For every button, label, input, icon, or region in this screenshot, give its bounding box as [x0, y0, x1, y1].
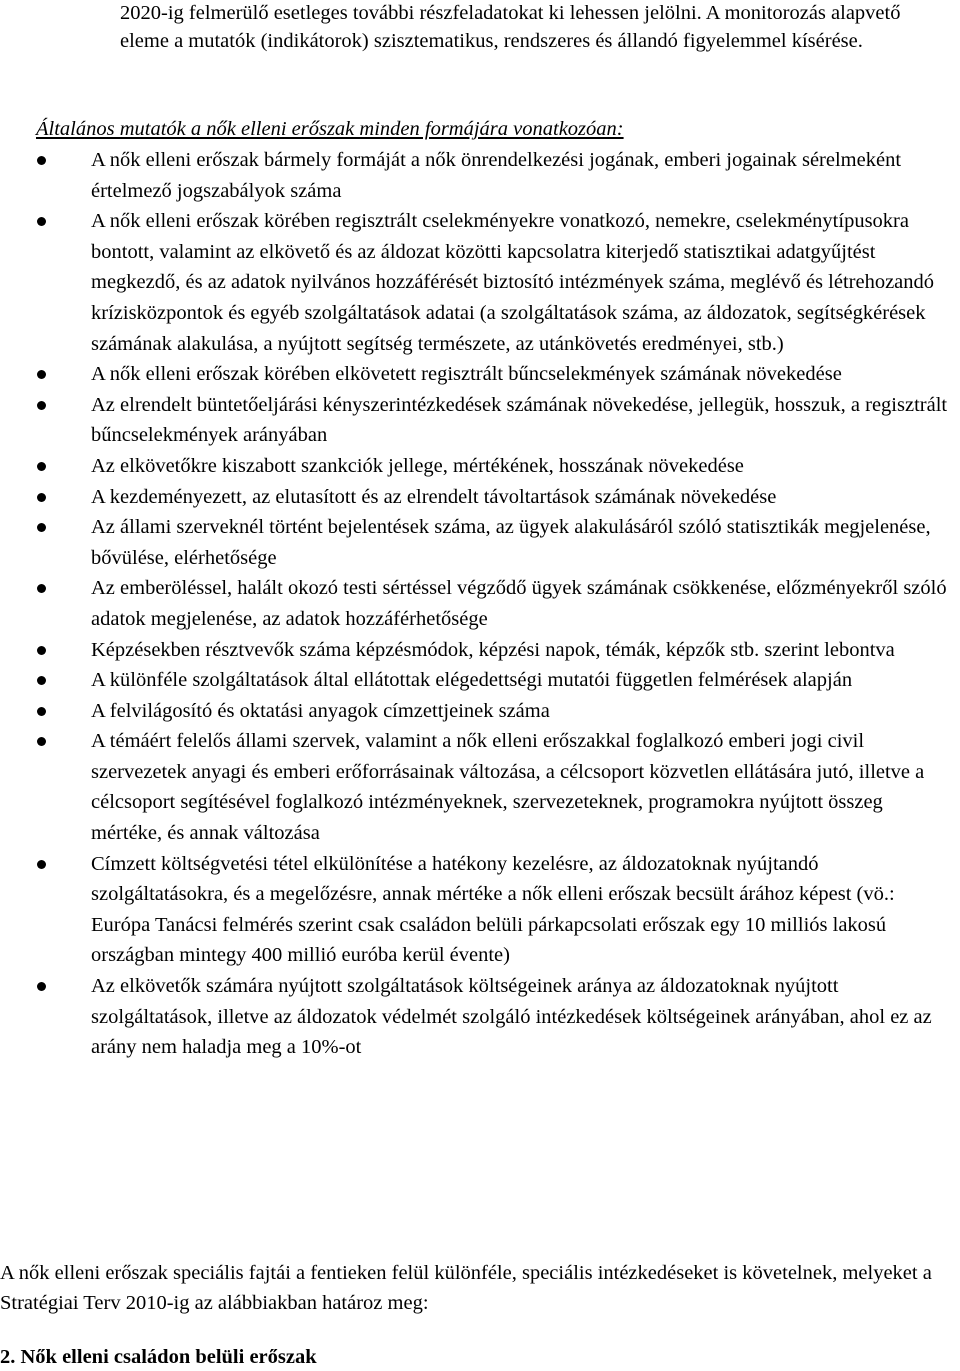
bullet-icon [37, 523, 46, 532]
list-item-text: Az elkövetőkre kiszabott szankciók jellege, mértékének, hosszának növekedése [91, 454, 744, 477]
list-item [0, 696, 960, 727]
bullet-icon [37, 217, 46, 226]
list-item [0, 726, 960, 848]
list-item [0, 359, 960, 390]
list-item [0, 665, 960, 696]
list-item-text: Képzésekben résztvevők száma képzésmódok, képzési napok, témák, képzők stb. szerint lebontva [91, 638, 895, 661]
list-item [0, 849, 960, 971]
list-item-text: Az emberöléssel, halált okozó testi sértéssel végződő ügyek számának csökkenése, előzményekről szóló adatok megjelenése, az adatok hozzáférhetősége [91, 577, 947, 630]
bullet-icon [37, 860, 46, 869]
list-item [0, 512, 960, 573]
list-item-text: Címzett költségvetési tétel elkülönítése a hatékony kezelésre, az áldozatoknak nyújtandó szolgáltatásokra, és a megelőzésre, annak mértéke a nők elleni erőszak becsült árához képest (vö.: Európa Tanácsi felmérés szerint csak családon belüli párkapcsolati erőszak egy 10 milliós lakosú országban mintegy 400 millió euróba kerül évente) [91, 852, 895, 967]
bullet-icon [37, 707, 46, 716]
list-item-text: Az elrendelt büntetőeljárási kényszerintézkedések számának növekedése, jellegük, hosszuk, a regisztrált bűncselekmények arányában [91, 393, 948, 447]
list-item-text: A témáért felelős állami szervek, valamint a nők elleni erőszakkal foglalkozó emberi jogi civil szervezetek anyagi és emberi erőforrásainak változása, a célcsoport közvetlen ellátására jutó, illetve a célcsoport segítésével foglalkozó intézményeknek, szervezeteknek, programokra nyújtott összeg mértéke, és annak változása [91, 730, 925, 845]
list-item-text: A nők elleni erőszak körében regisztrált cselekményekre vonatkozó, nemekre, cselekménytípusokra bontott, valamint az elkövető és az áldozat közötti kapcsolatra kiterjedő statisztikai adatgyűjtést megkezdő, és az adatok nyilvános hozzáférését biztosító intézmények száma, meglévő és létrehozandó krízisközpontok és egyéb szolgáltatások adatai (a szolgáltatások száma, az áldozatok, segítségkérések számának alakulása, a nyújtott segítség természete, az utánkövetés eredményei, stb.) [91, 210, 935, 355]
list-item [0, 573, 960, 634]
list-item [0, 451, 960, 482]
list-item-text: Az elkövetők számára nyújtott szolgáltatások költségeinek aránya az áldozatoknak nyújtott szolgáltatások, illetve az áldozatok védelmét szolgáló intézkedések költségeinek arányában, ahol ez az arány nem haladja meg a 10%-ot [91, 975, 932, 1059]
list-item [0, 482, 960, 513]
list-item [0, 971, 960, 1063]
bullet-icon [37, 584, 46, 593]
list-item [0, 145, 960, 206]
list-item-text: A felvilágosító és oktatási anyagok címzettjeinek száma [91, 699, 550, 722]
list-item [0, 390, 960, 451]
list-item-text: A kezdeményezett, az elutasított és az elrendelt távoltartások számának növekedése [91, 485, 777, 508]
bullet-icon [37, 493, 46, 502]
bullet-icon [37, 676, 46, 685]
list-item [0, 206, 960, 359]
bullet-icon [37, 156, 46, 165]
list-item-text: A nők elleni erőszak bármely formáját a nők önrendelkezési jogának, emberi jogainak sérelmeként értelmező jogszabályok száma [91, 149, 902, 202]
bullet-icon [37, 462, 46, 471]
list-item [0, 635, 960, 666]
list-item-text: A különféle szolgáltatások által ellátottak elégedettségi mutatói független felmérések alapján [91, 669, 853, 692]
indicators-heading: Általános mutatók a nők elleni erőszak minden formájára vonatkozóan: [36, 118, 624, 140]
bullet-icon [37, 737, 46, 746]
list-item-text: A nők elleni erőszak körében elkövetett regisztrált bűncselekmények számának növekedése [91, 363, 842, 386]
bullet-icon [37, 401, 46, 410]
indicator-list [0, 145, 960, 1063]
list-item-text: Az állami szerveknél történt bejelentések száma, az ügyek alakulásáról szóló statisztikák megjelenése, bővülése, elérhetősége [91, 516, 931, 569]
bullet-icon [37, 646, 46, 655]
intro-paragraph: 2020-ig felmerülő esetleges további részfeladatokat ki lehessen jelölni. A monitorozás alapvető eleme a mutatók (indikátorok) szisztematikus, rendszeres és állandó figyelemmel kísérése. [120, 2, 901, 52]
closing-paragraph: A nők elleni erőszak speciális fajtái a fentieken felül különféle, speciális intézkedéseket is követelnek, melyeket a Stratégiai Terv 2010-ig az alábbiakban határoz meg: [0, 1262, 932, 1314]
section-heading: 2. Nők elleni családon belüli erőszak [0, 1346, 317, 1368]
bullet-icon [37, 982, 46, 991]
bullet-icon [37, 370, 46, 379]
